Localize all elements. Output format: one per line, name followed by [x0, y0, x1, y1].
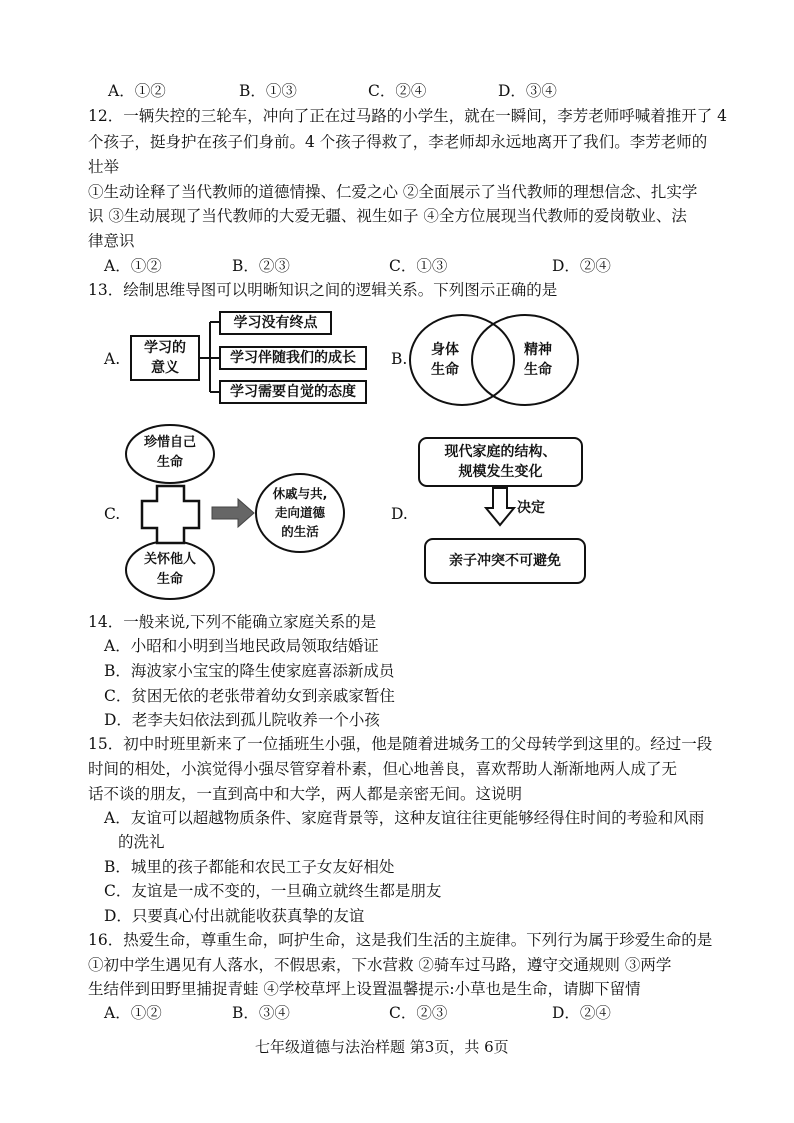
- q16-option-b: B．③④: [232, 1004, 290, 1022]
- q14-option: B．海波家小宝宝的降生使家庭喜添新成员: [104, 662, 395, 680]
- q13-label-c: C.: [104, 505, 121, 523]
- q15-option: D．只要真心付出就能收获真挚的友谊: [104, 907, 365, 925]
- q13-stem: 13．绘制思维导图可以明晰知识之间的逻辑关系。下列图示正确的是: [88, 281, 558, 299]
- diagram-a-center-box: 学习的 意义: [130, 335, 200, 381]
- q12-stem-line: 个孩子，挺身护在孩子们身前。4 个孩子得救了，李老师却永远地离开了我们。李芳老师的: [88, 133, 708, 151]
- q16-option-c: C．②③: [389, 1004, 448, 1022]
- q13-label-d: D.: [391, 505, 408, 523]
- q15-option-continued: 的洗礼: [118, 833, 165, 851]
- q12-stem-line: 壮举: [88, 158, 120, 176]
- q15-option: A．友谊可以超越物质条件、家庭背景等，这种友谊往往更能够经得住时间的考验和风雨: [104, 809, 705, 827]
- q14-stem: 14．一般来说,下列不能确立家庭关系的是: [88, 613, 377, 631]
- q16-stem-line: 16．热爱生命，尊重生命，呵护生命，这是我们生活的主旋律。下列行为属于珍爱生命的是: [88, 931, 713, 949]
- diagram-b-right-text: 精神 生命: [524, 342, 552, 378]
- q15-option: C．友谊是一成不变的，一旦确立就终生都是朋友: [104, 882, 442, 900]
- q12-option-c: C．①③: [389, 257, 448, 275]
- q15-option: B．城里的孩子都能和农民工子女友好相处: [104, 858, 395, 876]
- q12-stem-line: 识 ③生动展现了当代教师的大爱无疆、视生如子 ④全方位展现当代教师的爱岗敬业、法: [88, 207, 687, 225]
- q14-option: A．小昭和小明到当地民政局领取结婚证: [104, 637, 379, 655]
- diagram-a-item-box: 学习伴随我们的成长: [219, 346, 367, 370]
- q14-option: C．贫困无依的老张带着幼女到亲戚家暂住: [104, 687, 395, 705]
- diagram-a-item-box: 学习没有终点: [219, 311, 332, 335]
- q16-stem-line: 生结伴到田野里捕捉青蛙 ④学校草坪上设置温馨提示:小草也是生命，请脚下留情: [88, 980, 641, 998]
- diagram-b-left-text: 身体 生命: [431, 342, 459, 378]
- q13-label-a: A.: [104, 350, 121, 368]
- q16-option-a: A．①②: [104, 1004, 162, 1022]
- q12-option-a: A．①②: [104, 257, 162, 275]
- q12-stem-line: ①生动诠释了当代教师的道德情操、仁爱之心 ②全面展示了当代教师的理想信念、扎实学: [88, 183, 698, 201]
- q16-option-d: D．②④: [552, 1004, 611, 1022]
- q15-stem-line: 话不谈的朋友，一直到高中和大学，两人都是亲密无间。这说明: [88, 785, 523, 803]
- diagram-c-result-text: 休戚与共, 走向道德 的生活: [272, 486, 328, 539]
- q11-option-b: B．①③: [239, 82, 297, 100]
- q12-option-d: D．②④: [552, 257, 611, 275]
- diagram-c-bottom-text: 关怀他人 生命: [143, 552, 196, 587]
- q16-stem-line: ①初中学生遇见有人落水，不假思索，下水营救 ②骑车过马路，遵守交通规则 ③两学: [88, 956, 672, 974]
- q12-stem-line: 律意识: [88, 232, 135, 250]
- diagram-a-item-box: 学习需要自觉的态度: [219, 380, 367, 404]
- page-footer: 七年级道德与法治样题 第3页，共 6页: [255, 1038, 509, 1056]
- q15-stem-line: 时间的相处，小滨觉得小强尽管穿着朴素，但心地善良，喜欢帮助人渐渐地两人成了无: [88, 760, 678, 778]
- diagram-d-arrow-label: 决定: [517, 500, 545, 516]
- q15-stem-line: 15．初中时班里新来了一位插班生小强，他是随着进城务工的父母转学到这里的。经过一段: [88, 735, 713, 753]
- diagram-d-top-box: 现代家庭的结构、 规模发生变化: [418, 437, 583, 487]
- q12-stem-line: 12．一辆失控的三轮车，冲向了正在过马路的小学生，就在一瞬间，李芳老师呼喊着推开了 4: [88, 107, 728, 125]
- q11-option-d: D．③④: [498, 82, 557, 100]
- diagram-c-top-text: 珍惜自己 生命: [143, 435, 196, 470]
- q11-option-c: C．②④: [368, 82, 427, 100]
- diagram-d-bottom-box: 亲子冲突不可避免: [424, 538, 586, 584]
- q13-label-b: B.: [391, 350, 408, 368]
- q12-option-b: B．②③: [232, 257, 290, 275]
- q11-option-a: A．①②: [108, 82, 166, 100]
- q14-option: D．老李夫妇依法到孤儿院收养一个小孩: [104, 711, 380, 729]
